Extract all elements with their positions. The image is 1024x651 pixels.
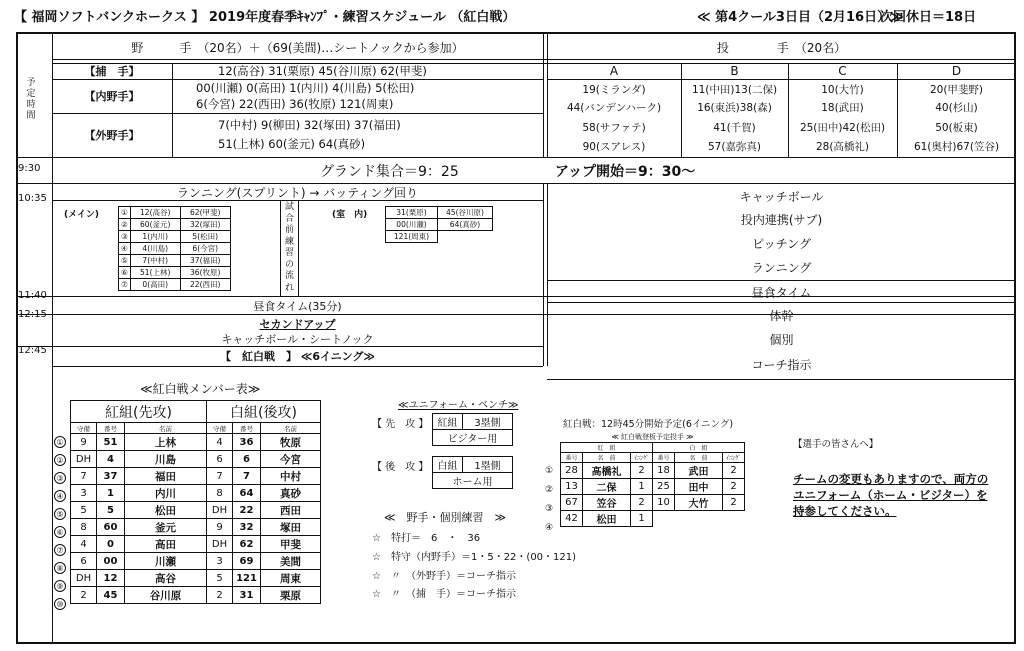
- table-row: [71, 553, 321, 570]
- table-cell: 36: [233, 434, 261, 451]
- table-cell: 4: [97, 451, 125, 468]
- batting-order-mark: ③: [54, 472, 66, 484]
- red-team-label: 紅 組: [561, 443, 653, 453]
- table-header: 名 前: [583, 453, 631, 463]
- member-table: [70, 400, 321, 604]
- table-row: [71, 502, 321, 519]
- table-cell: 6: [71, 553, 97, 570]
- table-cell: 牧原: [261, 434, 321, 451]
- table-header: ｲﾆﾝｸﾞ: [631, 453, 653, 463]
- pitch-item: 投内連携(サブ): [740, 212, 823, 227]
- table-cell: 2: [723, 479, 745, 495]
- batting-order-mark: ⑤: [54, 508, 66, 520]
- pitcher-cell: 40(杉山): [935, 102, 978, 114]
- table-header: 番号: [233, 423, 261, 434]
- table-cell: 36(牧原): [180, 267, 230, 279]
- infielder-list-2: 6(今宮) 22(西田) 36(牧原) 121(周東): [196, 97, 394, 111]
- batting-order-mark: ⑩: [54, 598, 66, 610]
- pitcher-cell: 20(甲斐野): [929, 84, 984, 96]
- pitch-order-mark: ②: [545, 485, 554, 495]
- table-cell: 32: [233, 519, 261, 536]
- run-batting: ランニング(スプリント) → バッティング回り: [176, 185, 419, 200]
- table-cell: 西田: [261, 502, 321, 519]
- table-cell: 5: [71, 502, 97, 519]
- pitcher-cell: 11(中田)13(二保): [691, 84, 778, 96]
- pitching-plan-title: ≪ 紅白戦登板予定投手 ≫: [611, 433, 694, 441]
- white-team-title: 白組(後攻): [207, 401, 321, 423]
- batting-order-mark: ②: [54, 454, 66, 466]
- table-cell: 6: [207, 451, 233, 468]
- table-cell: 松田: [583, 511, 631, 527]
- session-label: ≪ 第4クール3日目（2月16日）≫: [697, 10, 904, 25]
- pitcher-cell: 44(バンデンハーク): [566, 102, 662, 114]
- pitch-order-mark: ④: [545, 523, 554, 533]
- table-cell: 1: [97, 485, 125, 502]
- assembly-time: グランド集合＝9：25: [320, 163, 459, 180]
- table-cell: 釜元: [125, 519, 207, 536]
- table-cell: 7: [207, 468, 233, 485]
- table-cell: 1(内川): [130, 231, 180, 243]
- second-warmup: セカンドアップ: [259, 317, 336, 331]
- time-1140: 11:40: [18, 290, 47, 301]
- batting-order-mark: ⑨: [54, 580, 66, 592]
- white-team-label: 白 組: [653, 443, 745, 453]
- table-cell: 高橋礼: [583, 463, 631, 479]
- table-cell: 18: [653, 463, 675, 479]
- table-cell: 60: [97, 519, 125, 536]
- game-start-note: 紅白戦：12時45分開始予定(6イニング): [563, 419, 734, 430]
- table-cell: 45(谷川原): [438, 207, 493, 219]
- time-1245: 12:45: [18, 345, 47, 356]
- table-cell: DH: [207, 502, 233, 519]
- table-cell: 10: [653, 495, 675, 511]
- table-cell: 51(上林): [130, 267, 180, 279]
- pitch-order-mark: ①: [545, 466, 554, 476]
- next-rest-label: 次回休日＝18日: [880, 10, 977, 25]
- table-cell: 3: [71, 485, 97, 502]
- pitcher-lunch: 昼食タイム: [751, 285, 812, 300]
- page-title: 【 福岡ソフトバンクホークス 】 2019年度春季ｷｬﾝﾌﾟ・練習スケジュール （紅白戦）: [14, 10, 516, 25]
- table-cell: ①: [119, 207, 131, 219]
- table-cell: 2: [207, 587, 233, 604]
- table-cell: DH: [71, 451, 97, 468]
- table-row: [561, 511, 745, 527]
- table-cell: 69: [233, 553, 261, 570]
- outfielder-list-1: 7(中村) 9(柳田) 32(塚田) 37(福田): [218, 118, 401, 132]
- second-attack-label: 【 後 攻 】: [372, 461, 429, 473]
- table-row: [71, 451, 321, 468]
- pitchers-heading: 投 手 （20名）: [716, 40, 847, 55]
- game-title: 【 紅白戦 】 ≪6イニング≫: [220, 350, 375, 363]
- table-cell: 5: [207, 570, 233, 587]
- table-cell: 中村: [261, 468, 321, 485]
- table-cell: 25: [653, 479, 675, 495]
- table-cell: 12: [97, 570, 125, 587]
- table-cell: 00: [97, 553, 125, 570]
- pitch-after-item: 体幹: [769, 308, 794, 323]
- table-header: 名 前: [675, 453, 723, 463]
- table-cell: ②: [119, 219, 131, 231]
- table-cell: 4(川島): [130, 243, 180, 255]
- table-cell: 45: [97, 587, 125, 604]
- outfielder-label: 【外野手】: [84, 129, 140, 142]
- catcher-list: 12(高谷) 31(栗原) 45(谷川原) 62(甲斐): [218, 64, 427, 78]
- table-cell: 13: [561, 479, 583, 495]
- table-cell: 高谷: [125, 570, 207, 587]
- red-team-title: 紅組(先攻): [71, 401, 207, 423]
- table-cell: 7: [233, 468, 261, 485]
- table-cell: 7(中村): [130, 255, 180, 267]
- table-cell: [723, 511, 745, 527]
- pregame-flow-label: 試合前練習の流れ: [284, 202, 294, 293]
- table-cell: 田中: [675, 479, 723, 495]
- table-cell: 9: [207, 519, 233, 536]
- table-cell: 64: [233, 485, 261, 502]
- table-row: [561, 463, 745, 479]
- uniform-title: ≪ユニフォーム・ベンチ≫: [398, 399, 519, 411]
- individual-practice-line: ☆ 〃 （捕 手）＝コーチ指示: [372, 588, 516, 600]
- catcher-label: 【捕 手】: [84, 65, 140, 78]
- table-cell: 2: [723, 495, 745, 511]
- table-cell: 0(高田): [130, 279, 180, 291]
- table-cell: 64(真砂): [438, 219, 493, 231]
- catch-knock: キャッチボール・シートノック: [221, 332, 374, 346]
- infielder-list-1: 00(川瀬) 0(高田) 1(内川) 4(川島) 5(松田): [196, 81, 415, 95]
- table-cell: 武田: [675, 463, 723, 479]
- pitcher-cell: 41(千賀): [713, 122, 756, 134]
- table-header: 守備: [207, 423, 233, 434]
- table-row: [71, 519, 321, 536]
- table-cell: ④: [119, 243, 131, 255]
- table-cell: 37: [97, 468, 125, 485]
- table-cell: 内川: [125, 485, 207, 502]
- table-cell: ⑤: [119, 255, 131, 267]
- notice-body: チームの変更もありますので、両方のユニフォーム（ホーム・ビジター）を持参してください。: [793, 472, 989, 518]
- pitcher-cell: 10(大竹): [821, 84, 864, 96]
- table-cell: 67: [561, 495, 583, 511]
- indoor-batting-table: [385, 206, 493, 243]
- outfielder-list-2: 51(上林) 60(釜元) 64(真砂): [218, 137, 366, 151]
- time-column-label: 予定時間: [26, 78, 36, 121]
- pitcher-cell: 50(板東): [935, 122, 978, 134]
- pitch-item: ピッチング: [752, 236, 811, 251]
- table-row: [71, 434, 321, 451]
- table-cell: 笠谷: [583, 495, 631, 511]
- table-cell: DH: [207, 536, 233, 553]
- batting-order-mark: ⑥: [54, 526, 66, 538]
- table-cell: 00(川瀬): [386, 219, 438, 231]
- table-cell: 塚田: [261, 519, 321, 536]
- time-1215: 12:15: [18, 309, 47, 320]
- table-cell: 5: [97, 502, 125, 519]
- pitch-item: キャッチボール: [739, 189, 824, 204]
- table-row: [71, 570, 321, 587]
- batting-order-mark: ④: [54, 490, 66, 502]
- table-cell: [438, 231, 493, 243]
- individual-practice-line: ☆ 特守（内野手）＝1・5・22・(00・121): [372, 551, 577, 563]
- pitcher-cell: 25(田中)42(松田): [799, 122, 886, 134]
- table-cell: ホーム用: [433, 473, 513, 489]
- table-row: [561, 479, 745, 495]
- table-row: [71, 536, 321, 553]
- warmup-time: アップ開始＝9：30～: [555, 163, 696, 180]
- pitch-after-item: コーチ指示: [751, 357, 812, 372]
- table-cell: 8: [71, 519, 97, 536]
- table-cell: 1: [631, 479, 653, 495]
- table-row: [561, 495, 745, 511]
- infielder-label: 【内野手】: [84, 90, 140, 103]
- pitcher-cell: 61(奥村)67(笠谷): [913, 141, 1000, 153]
- indoor-label: (室 内): [332, 209, 368, 220]
- table-cell: 川瀬: [125, 553, 207, 570]
- table-cell: 8: [207, 485, 233, 502]
- table-cell: ビジター用: [433, 430, 513, 446]
- table-cell: 大竹: [675, 495, 723, 511]
- time-0930: 9:30: [18, 163, 41, 174]
- table-cell: 美間: [261, 553, 321, 570]
- pitcher-cell: 57(嘉弥真): [707, 141, 762, 153]
- table-header: 名前: [261, 423, 321, 434]
- pitching-plan-table: [560, 432, 745, 527]
- table-cell: 1塁側: [463, 457, 513, 473]
- batting-order-mark: ①: [54, 436, 66, 448]
- table-cell: 上林: [125, 434, 207, 451]
- table-cell: ⑥: [119, 267, 131, 279]
- table-cell: 周東: [261, 570, 321, 587]
- table-header: 番号: [561, 453, 583, 463]
- notice-heading: 【選手の皆さんへ】: [793, 439, 879, 450]
- table-cell: 31(栗原): [386, 207, 438, 219]
- table-cell: 4: [71, 536, 97, 553]
- table-header: ｲﾆﾝｸﾞ: [723, 453, 745, 463]
- pitcher-cell: 19(ミランダ): [582, 84, 646, 96]
- pitcher-group-b: B: [730, 64, 739, 78]
- main-batting-table: [118, 206, 231, 291]
- table-cell: ⑦: [119, 279, 131, 291]
- fielder-lunch: 昼食タイム(35分): [253, 299, 342, 313]
- table-header: 番号: [97, 423, 125, 434]
- table-header: 番号: [653, 453, 675, 463]
- individual-practice-line: ☆ 〃 （外野手）＝コーチ指示: [372, 570, 516, 582]
- table-cell: [675, 511, 723, 527]
- table-cell: 4: [207, 434, 233, 451]
- pitcher-group-d: D: [951, 64, 962, 78]
- table-cell: 121: [233, 570, 261, 587]
- table-cell: 今宮: [261, 451, 321, 468]
- table-cell: 白組: [433, 457, 463, 473]
- member-table-title: ≪紅白戦メンバー表≫: [140, 381, 261, 396]
- table-cell: 62(甲斐): [180, 207, 230, 219]
- table-cell: 2: [631, 495, 653, 511]
- fielders-heading: 野 手 （20名）＋（69(美間)…シートノックから参加）: [131, 40, 464, 55]
- table-cell: 22: [233, 502, 261, 519]
- pitch-item: ランニング: [751, 260, 812, 275]
- table-cell: 0: [97, 536, 125, 553]
- first-attack-table: [432, 413, 513, 446]
- table-cell: 62: [233, 536, 261, 553]
- individual-practice-line: ☆ 特打＝ 6 ・ 36: [372, 532, 481, 544]
- table-cell: 2: [631, 463, 653, 479]
- table-cell: 7: [71, 468, 97, 485]
- table-cell: 6: [233, 451, 261, 468]
- table-cell: 福田: [125, 468, 207, 485]
- table-row: [71, 468, 321, 485]
- time-1035: 10:35: [18, 193, 47, 204]
- table-header: 守備: [71, 423, 97, 434]
- table-cell: 川島: [125, 451, 207, 468]
- first-attack-label: 【 先 攻 】: [372, 418, 429, 430]
- table-header: 名前: [125, 423, 207, 434]
- table-cell: 28: [561, 463, 583, 479]
- table-row: [71, 587, 321, 604]
- table-cell: 32(塚田): [180, 219, 230, 231]
- table-cell: 甲斐: [261, 536, 321, 553]
- individual-practice-title: ≪ 野手・個別練習 ≫: [384, 511, 507, 524]
- table-cell: 51: [97, 434, 125, 451]
- pitcher-cell: 28(高橋礼): [815, 141, 870, 153]
- table-cell: 栗原: [261, 587, 321, 604]
- pitcher-cell: 90(スアレス): [582, 141, 646, 153]
- batting-order-mark: ⑧: [54, 562, 66, 574]
- table-cell: 2: [723, 463, 745, 479]
- table-cell: 1: [631, 511, 653, 527]
- pitch-order-mark: ③: [545, 504, 554, 514]
- table-cell: 5(松田): [180, 231, 230, 243]
- batting-order-mark: ⑦: [54, 544, 66, 556]
- second-attack-table: [432, 456, 513, 489]
- table-cell: 37(福田): [180, 255, 230, 267]
- table-cell: 松田: [125, 502, 207, 519]
- table-cell: 42: [561, 511, 583, 527]
- table-cell: [653, 511, 675, 527]
- table-cell: DH: [71, 570, 97, 587]
- pitcher-group-c: C: [838, 64, 847, 78]
- table-cell: 22(西田): [180, 279, 230, 291]
- pitcher-cell: 58(サファテ): [582, 122, 646, 134]
- table-row: [71, 485, 321, 502]
- table-cell: 谷川原: [125, 587, 207, 604]
- pitcher-cell: 18(武田): [821, 102, 864, 114]
- pitcher-group-a: A: [609, 64, 619, 78]
- table-cell: 3: [207, 553, 233, 570]
- table-cell: 9: [71, 434, 97, 451]
- table-cell: 真砂: [261, 485, 321, 502]
- table-cell: 二保: [583, 479, 631, 495]
- table-cell: 60(釜元): [130, 219, 180, 231]
- table-cell: 31: [233, 587, 261, 604]
- table-cell: 2: [71, 587, 97, 604]
- table-cell: 12(高谷): [130, 207, 180, 219]
- table-cell: 3塁側: [463, 414, 513, 430]
- table-cell: 高田: [125, 536, 207, 553]
- pitch-after-item: 個別: [769, 332, 794, 347]
- table-cell: 121(周東): [386, 231, 438, 243]
- table-cell: ③: [119, 231, 131, 243]
- main-field-label: (メイン): [64, 209, 100, 220]
- table-cell: 紅組: [433, 414, 463, 430]
- table-cell: 6(今宮): [180, 243, 230, 255]
- pitcher-cell: 16(東浜)38(森): [697, 102, 772, 114]
